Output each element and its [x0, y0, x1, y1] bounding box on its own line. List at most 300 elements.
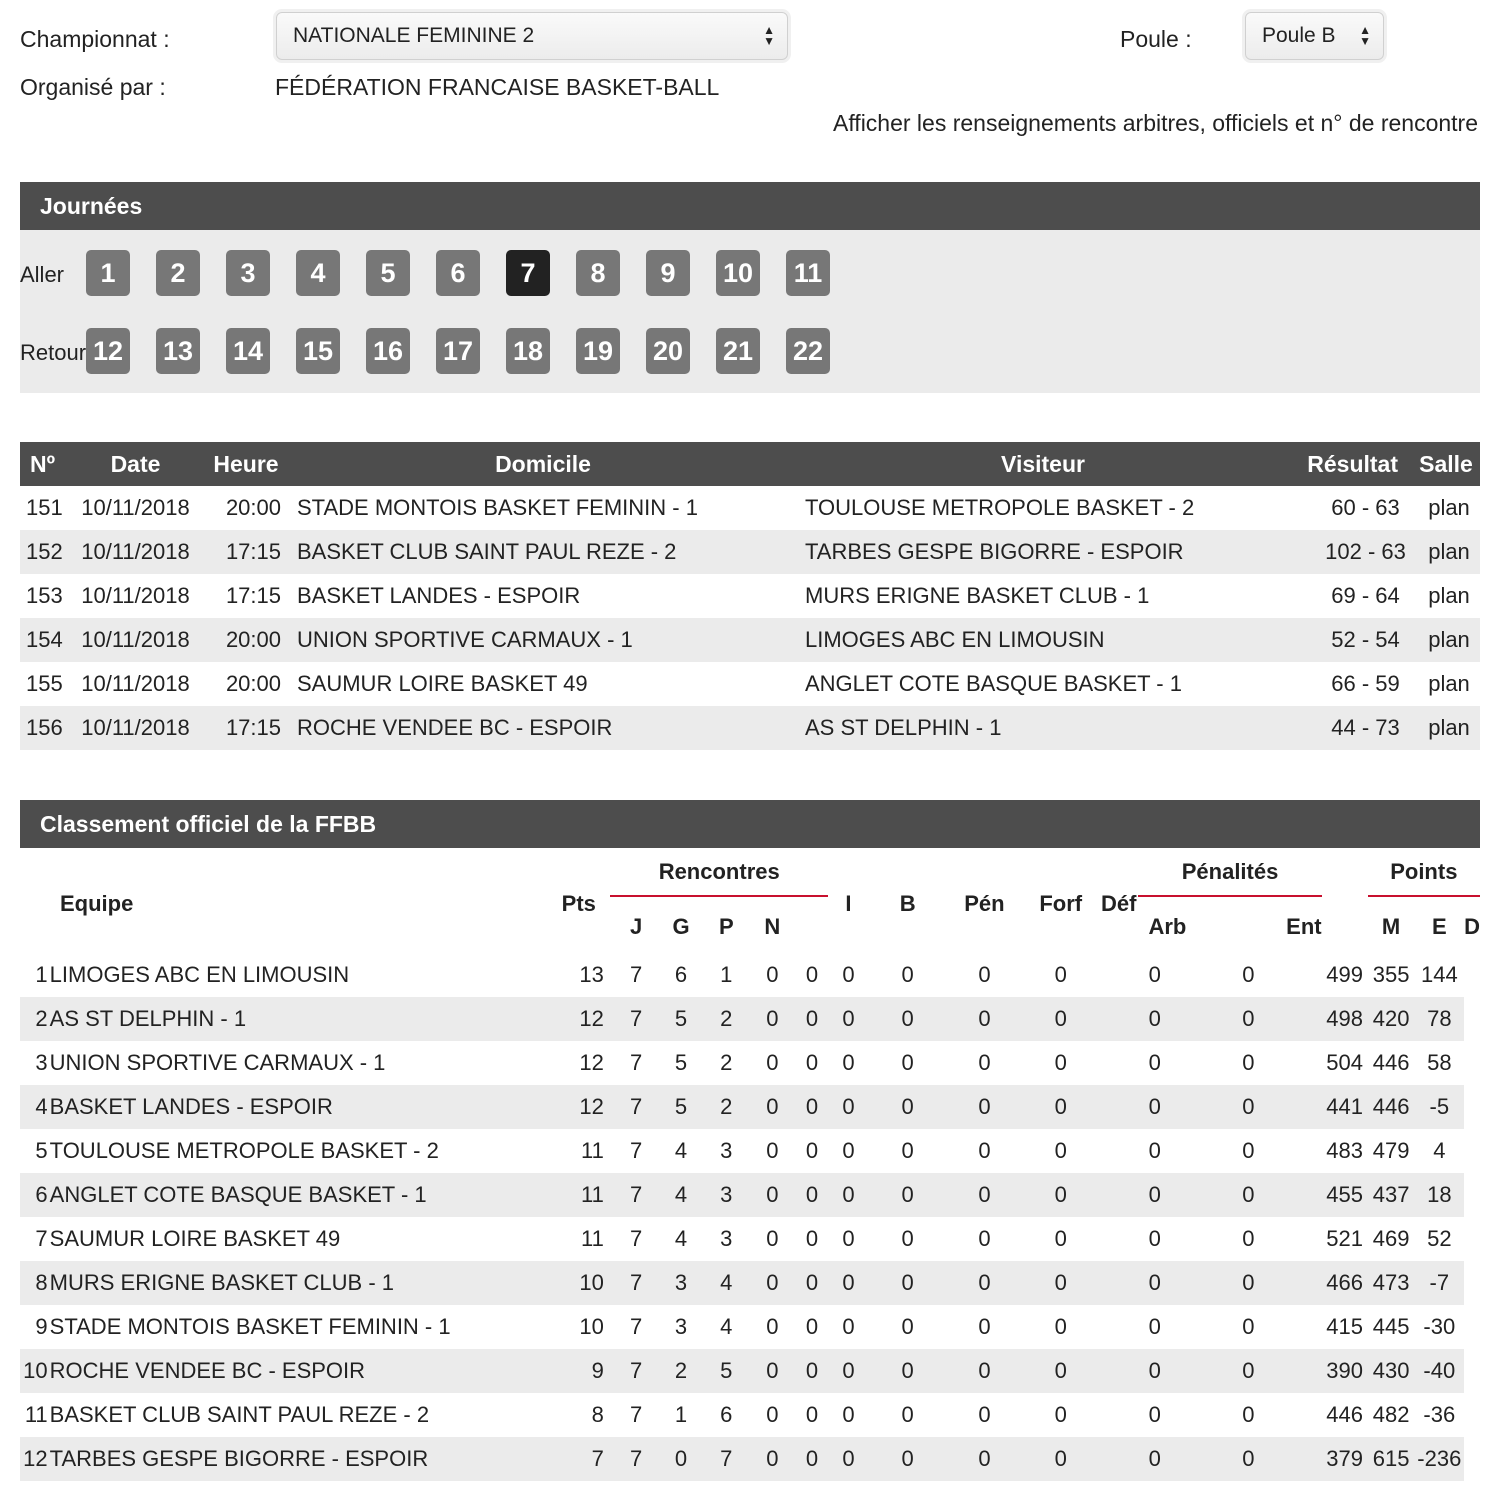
ranking-row	[20, 1261, 1480, 1305]
journee-button-7[interactable]: 7	[506, 250, 550, 296]
rank-e: 615	[1368, 1437, 1415, 1481]
h-pts: Pts	[561, 891, 596, 916]
rank-def: 0	[1023, 1173, 1099, 1217]
rank-p: 4	[720, 1314, 733, 1339]
rank-j: 7	[614, 1349, 659, 1393]
rank-p: 3	[704, 1173, 749, 1217]
col-visiteur: Visiteur	[797, 442, 1289, 486]
rank-g: 5	[658, 1085, 703, 1129]
rank-i: 0	[805, 1226, 819, 1251]
rank-g: 6	[674, 962, 688, 987]
rank-arb: 0	[1099, 1085, 1211, 1129]
rank-b: 0	[842, 1138, 855, 1163]
rank-d: 58	[1427, 1050, 1452, 1075]
rank-n: 0	[766, 962, 779, 987]
rank-ent: 0	[1211, 1261, 1287, 1305]
rank-i: 0	[805, 1050, 819, 1075]
rank-pos: 7	[35, 1226, 48, 1251]
rank-p: 2	[704, 997, 749, 1041]
rank-def: 0	[1023, 1349, 1099, 1393]
rank-e: 479	[1372, 1138, 1410, 1163]
rank-g: 4	[674, 1226, 688, 1251]
ranking-row	[20, 1173, 1480, 1217]
rank-j: 7	[630, 1314, 643, 1339]
rank-def: 0	[1054, 1314, 1067, 1339]
rank-team: SAUMUR LOIRE BASKET 49	[49, 1226, 341, 1251]
rank-m: 446	[1326, 1402, 1363, 1427]
rank-p: 6	[720, 1402, 733, 1427]
rank-pen: 0	[901, 1050, 914, 1075]
rank-j: 7	[614, 1437, 659, 1481]
rank-e: 446	[1368, 1085, 1415, 1129]
rank-g: 4	[658, 1173, 703, 1217]
classement-header: Classement officiel de la FFBB	[20, 800, 1480, 848]
rank-m: 379	[1322, 1437, 1368, 1481]
h-e: E	[1431, 914, 1447, 939]
rank-m: 498	[1322, 997, 1368, 1041]
journee-button-12[interactable]: 12	[86, 328, 130, 374]
rank-n: 0	[766, 1314, 779, 1339]
rank-ent: 0	[1242, 1314, 1255, 1339]
journee-button-22[interactable]: 22	[786, 328, 830, 374]
rank-b: 0	[828, 1085, 869, 1129]
matches-header-row	[20, 442, 1480, 486]
match-salle[interactable]: plan	[1412, 618, 1480, 662]
journee-button-17[interactable]: 17	[436, 328, 480, 374]
rank-p: 7	[704, 1437, 749, 1481]
rank-def: 0	[1054, 1138, 1067, 1163]
rank-e: 445	[1372, 1314, 1410, 1339]
rank-arb: 0	[1099, 1173, 1211, 1217]
spacer-cell	[1286, 1305, 1321, 1349]
h-def: Déf	[1100, 891, 1137, 916]
h-p: P	[718, 914, 734, 939]
rank-def: 0	[1023, 1085, 1099, 1129]
poule-select[interactable]	[1245, 12, 1384, 60]
h-n: N	[764, 914, 781, 939]
rank-ent: 0	[1211, 1437, 1287, 1481]
match-heure: 17:15	[203, 706, 289, 750]
journees-header: Journées	[20, 182, 1480, 230]
rank-e: 446	[1372, 1050, 1410, 1075]
rank-def: 0	[1054, 1402, 1067, 1427]
rank-def: 0	[1054, 962, 1067, 987]
rank-pts: 13	[579, 962, 604, 987]
rank-d: -40	[1415, 1349, 1465, 1393]
rank-arb: 0	[1148, 962, 1161, 987]
rank-pos: 10	[20, 1349, 50, 1393]
rank-team: ANGLET COTE BASQUE BASKET - 1	[50, 1173, 544, 1217]
rank-pts: 9	[544, 1349, 614, 1393]
match-resultat: 52 - 54	[1289, 618, 1412, 662]
rank-d: 4	[1433, 1138, 1446, 1163]
journee-button-5[interactable]: 5	[366, 250, 410, 296]
rank-b: 0	[842, 1314, 855, 1339]
rank-j: 7	[630, 1226, 643, 1251]
rank-ent: 0	[1242, 962, 1255, 987]
rank-d: -30	[1423, 1314, 1456, 1339]
ranking-row	[20, 1393, 1480, 1437]
match-domicile: SAUMUR LOIRE BASKET 49	[297, 671, 588, 696]
match-visiteur: MURS ERIGNE BASKET CLUB - 1	[805, 583, 1150, 608]
journee-button-9[interactable]: 9	[646, 250, 690, 296]
journee-button-18[interactable]: 18	[506, 328, 550, 374]
rank-pen: 0	[901, 1138, 914, 1163]
poule-value: Poule B	[1262, 24, 1336, 47]
rank-p: 3	[720, 1226, 733, 1251]
rank-ent: 0	[1242, 1138, 1255, 1163]
rank-j: 7	[630, 1402, 643, 1427]
rank-pos: 3	[35, 1050, 48, 1075]
journee-button-20[interactable]: 20	[646, 328, 690, 374]
match-no: 154	[20, 618, 68, 662]
match-row	[20, 486, 1480, 530]
rank-pts: 10	[579, 1314, 604, 1339]
ranking-row	[20, 1217, 1480, 1261]
match-heure: 17:15	[225, 583, 281, 608]
championnat-label: Championnat :	[20, 26, 170, 52]
rank-p: 5	[704, 1349, 749, 1393]
spacer-cell	[1286, 1085, 1321, 1129]
match-date: 10/11/2018	[81, 671, 190, 696]
match-visiteur: TARBES GESPE BIGORRE - ESPOIR	[797, 530, 1289, 574]
match-domicile: STADE MONTOIS BASKET FEMININ - 1	[297, 495, 698, 520]
rank-p: 3	[720, 1138, 733, 1163]
journee-button-2[interactable]: 2	[156, 250, 200, 296]
rank-arb: 0	[1099, 1261, 1211, 1305]
rank-d: -7	[1415, 1261, 1465, 1305]
rank-def: 0	[1054, 1226, 1067, 1251]
match-date: 10/11/2018	[68, 706, 203, 750]
rank-pos: 4	[20, 1085, 50, 1129]
col-no: Nº	[20, 442, 68, 486]
journee-button-4[interactable]: 4	[296, 250, 340, 296]
h-m: M	[1381, 914, 1401, 939]
rank-pts: 7	[544, 1437, 614, 1481]
rank-ent: 0	[1242, 1402, 1255, 1427]
select-arrows-icon: ▲ ▼	[763, 23, 775, 48]
poule-label: Poule :	[1120, 26, 1192, 52]
rank-forf: 0	[978, 1402, 991, 1427]
rank-b: 0	[828, 1349, 869, 1393]
rank-pts: 11	[544, 1173, 614, 1217]
rank-m: 504	[1326, 1050, 1363, 1075]
spacer-cell	[1286, 1437, 1321, 1481]
match-row	[20, 706, 1480, 750]
rank-forf: 0	[946, 1349, 1022, 1393]
rank-def: 0	[1023, 997, 1099, 1041]
match-no: 153	[26, 583, 63, 608]
ranking-row	[20, 1129, 1480, 1173]
match-domicile: ROCHE VENDEE BC - ESPOIR	[289, 706, 797, 750]
match-visiteur: TOULOUSE METROPOLE BASKET - 2	[805, 495, 1195, 520]
rank-i: 0	[805, 1138, 819, 1163]
rank-p: 2	[720, 1050, 733, 1075]
rank-pos: 1	[35, 962, 48, 987]
journee-button-6[interactable]: 6	[436, 250, 480, 296]
h-d: D	[1464, 914, 1480, 939]
rank-g: 3	[674, 1314, 688, 1339]
match-date: 10/11/2018	[81, 495, 190, 520]
rank-d: 18	[1415, 1173, 1465, 1217]
rank-pos: 12	[20, 1437, 50, 1481]
rank-def: 0	[1023, 1261, 1099, 1305]
rank-forf: 0	[978, 1226, 991, 1251]
rank-n: 0	[749, 1261, 796, 1305]
rank-team: STADE MONTOIS BASKET FEMININ - 1	[49, 1314, 451, 1339]
match-resultat: 44 - 73	[1289, 706, 1412, 750]
ranking-row	[20, 1085, 1480, 1129]
rank-forf: 0	[946, 1261, 1022, 1305]
h-arb: Arb	[1148, 914, 1187, 939]
journee-button-16[interactable]: 16	[366, 328, 410, 374]
rank-pos: 11	[24, 1402, 48, 1427]
rank-ent: 0	[1211, 997, 1287, 1041]
rank-def: 0	[1054, 1050, 1067, 1075]
col-resultat: Résultat	[1289, 442, 1412, 486]
rank-pen: 0	[901, 1314, 914, 1339]
match-visiteur: ANGLET COTE BASQUE BASKET - 1	[805, 671, 1182, 696]
match-salle[interactable]: plan	[1428, 495, 1470, 520]
rank-pts: 10	[544, 1261, 614, 1305]
ranking-row	[20, 1437, 1480, 1481]
rank-d: 52	[1427, 1226, 1452, 1251]
h-equipe: Equipe	[60, 891, 134, 916]
ranking-row	[20, 997, 1480, 1041]
rank-i: 0	[796, 1085, 828, 1129]
match-visiteur: AS ST DELPHIN - 1	[797, 706, 1289, 750]
aller-label: Aller	[20, 262, 65, 287]
rank-m: 499	[1326, 962, 1363, 987]
rank-n: 0	[766, 1226, 779, 1251]
spacer-cell	[1286, 997, 1321, 1041]
retour-label: Retour	[20, 340, 87, 365]
match-salle[interactable]: plan	[1412, 530, 1480, 574]
rank-e: 430	[1368, 1349, 1415, 1393]
rank-p: 4	[704, 1261, 749, 1305]
rank-pen: 0	[901, 1402, 914, 1427]
rank-pen: 0	[869, 1349, 946, 1393]
rank-pos: 8	[20, 1261, 50, 1305]
rank-j: 7	[630, 962, 643, 987]
spacer-cell	[1286, 1173, 1321, 1217]
spacer-cell	[1286, 1393, 1321, 1437]
rank-arb: 0	[1148, 1138, 1161, 1163]
rank-i: 0	[796, 997, 828, 1041]
rank-team: LIMOGES ABC EN LIMOUSIN	[49, 962, 350, 987]
rank-j: 7	[614, 1085, 659, 1129]
rank-i: 0	[805, 962, 819, 987]
rank-g: 5	[658, 997, 703, 1041]
rank-j: 7	[614, 1261, 659, 1305]
rank-ent: 0	[1211, 1085, 1287, 1129]
journee-button-15[interactable]: 15	[296, 328, 340, 374]
rank-i: 0	[796, 1173, 828, 1217]
rank-e: 482	[1372, 1402, 1410, 1427]
rank-d: 144	[1420, 962, 1458, 987]
rank-j: 7	[614, 1173, 659, 1217]
rank-ent: 0	[1211, 1349, 1287, 1393]
rank-pts: 11	[581, 1226, 604, 1251]
match-date: 10/11/2018	[68, 618, 203, 662]
rank-def: 0	[1023, 1437, 1099, 1481]
rank-b: 0	[842, 1226, 855, 1251]
rank-p: 2	[704, 1085, 749, 1129]
spacer-cell	[1286, 953, 1321, 997]
spacer-cell	[1286, 1261, 1321, 1305]
select-arrows-icon: ▲ ▼	[1359, 23, 1371, 48]
rank-i: 0	[796, 1437, 828, 1481]
rank-g: 4	[674, 1138, 688, 1163]
journee-button-14[interactable]: 14	[226, 328, 270, 374]
rank-m: 521	[1326, 1226, 1363, 1251]
classement-table	[20, 855, 1480, 1481]
rank-m: 483	[1326, 1138, 1363, 1163]
journee-button-1[interactable]: 1	[86, 250, 130, 296]
rank-pos: 9	[35, 1314, 48, 1339]
rank-forf: 0	[978, 962, 991, 987]
spacer-cell	[1286, 1129, 1321, 1173]
rank-j: 7	[630, 1050, 643, 1075]
match-salle[interactable]: plan	[1428, 583, 1470, 608]
rank-forf: 0	[946, 1085, 1022, 1129]
ranking-row	[20, 1349, 1480, 1393]
match-salle[interactable]: plan	[1428, 671, 1470, 696]
ranking-row	[20, 1041, 1480, 1085]
rank-m: 441	[1322, 1085, 1368, 1129]
match-resultat: 102 - 63	[1289, 530, 1412, 574]
rank-m: 415	[1326, 1314, 1363, 1339]
rank-e: 469	[1372, 1226, 1410, 1251]
rank-team: UNION SPORTIVE CARMAUX - 1	[49, 1050, 386, 1075]
match-row	[20, 618, 1480, 662]
rank-i: 0	[805, 1314, 819, 1339]
organise-label: Organisé par :	[20, 74, 166, 100]
rank-forf: 0	[978, 1050, 991, 1075]
h-j: J	[630, 914, 643, 939]
h-i: I	[845, 891, 852, 916]
rank-arb: 0	[1148, 1226, 1161, 1251]
rank-ent: 0	[1211, 1173, 1287, 1217]
match-domicile: BASKET LANDES - ESPOIR	[297, 583, 581, 608]
rank-ent: 0	[1242, 1226, 1255, 1251]
ranking-row	[20, 1305, 1480, 1349]
match-no: 151	[26, 495, 63, 520]
h-penalites: Pénalités	[1138, 859, 1321, 897]
match-date: 10/11/2018	[68, 530, 203, 574]
match-date: 10/11/2018	[81, 583, 190, 608]
rank-arb: 0	[1099, 997, 1211, 1041]
h-ent: Ent	[1286, 914, 1322, 939]
rank-n: 0	[766, 1050, 779, 1075]
match-heure: 20:00	[203, 618, 289, 662]
classement-header-row-1	[20, 855, 1480, 901]
rank-d: -236	[1415, 1437, 1465, 1481]
rank-m: 455	[1322, 1173, 1368, 1217]
journee-button-11[interactable]: 11	[786, 250, 830, 296]
h-rencontres: Rencontres	[610, 859, 828, 897]
h-forf: Forf	[1039, 891, 1083, 916]
rank-pos: 6	[20, 1173, 50, 1217]
journee-button-13[interactable]: 13	[156, 328, 200, 374]
rank-ent: 0	[1242, 1050, 1255, 1075]
rank-pts: 12	[579, 1050, 604, 1075]
rank-pen: 0	[869, 1261, 946, 1305]
col-domicile: Domicile	[289, 442, 797, 486]
championnat-value: NATIONALE FEMININE 2	[293, 24, 535, 47]
rank-i: 0	[796, 1261, 828, 1305]
rank-team: ROCHE VENDEE BC - ESPOIR	[50, 1349, 544, 1393]
journee-button-3[interactable]: 3	[226, 250, 270, 296]
rank-n: 0	[749, 997, 796, 1041]
rank-e: 420	[1368, 997, 1415, 1041]
championnat-select[interactable]	[276, 12, 788, 60]
rank-team: BASKET LANDES - ESPOIR	[50, 1085, 544, 1129]
rank-n: 0	[749, 1349, 796, 1393]
rank-team: MURS ERIGNE BASKET CLUB - 1	[50, 1261, 544, 1305]
rank-n: 0	[749, 1085, 796, 1129]
rank-pen: 0	[869, 997, 946, 1041]
rank-arb: 0	[1099, 1349, 1211, 1393]
rank-d: -5	[1415, 1085, 1465, 1129]
rank-pos: 5	[35, 1138, 48, 1163]
rank-pos: 2	[20, 997, 50, 1041]
h-g: G	[672, 914, 690, 939]
journee-button-8[interactable]: 8	[576, 250, 620, 296]
match-row	[20, 662, 1480, 706]
rank-forf: 0	[978, 1138, 991, 1163]
rank-pen: 0	[901, 1226, 914, 1251]
rank-d: 78	[1415, 997, 1465, 1041]
rank-forf: 0	[946, 1173, 1022, 1217]
rank-n: 0	[749, 1173, 796, 1217]
matches-table	[20, 442, 1480, 750]
rank-b: 0	[828, 997, 869, 1041]
rank-team: TARBES GESPE BIGORRE - ESPOIR	[50, 1437, 544, 1481]
journee-button-21[interactable]: 21	[716, 328, 760, 374]
rank-n: 0	[766, 1402, 779, 1427]
spacer-cell	[1286, 1349, 1321, 1393]
rank-forf: 0	[946, 997, 1022, 1041]
spacer-cell	[1286, 1041, 1321, 1085]
h-points: Points	[1368, 859, 1480, 897]
rank-b: 0	[842, 1402, 855, 1427]
h-b: B	[899, 891, 916, 916]
rank-e: 355	[1372, 962, 1410, 987]
match-salle[interactable]: plan	[1412, 706, 1480, 750]
journee-button-19[interactable]: 19	[576, 328, 620, 374]
rank-team: TOULOUSE METROPOLE BASKET - 2	[49, 1138, 439, 1163]
rank-pen: 0	[869, 1085, 946, 1129]
match-visiteur: LIMOGES ABC EN LIMOUSIN	[797, 618, 1289, 662]
rank-arb: 0	[1148, 1050, 1161, 1075]
col-date: Date	[68, 442, 203, 486]
match-no: 155	[26, 671, 63, 696]
rank-b: 0	[828, 1437, 869, 1481]
afficher-link[interactable]: Afficher les renseignements arbitres, officiels et n° de rencontre	[832, 110, 1478, 136]
journees-panel	[20, 230, 1480, 393]
rank-pts: 12	[544, 997, 614, 1041]
rank-forf: 0	[946, 1437, 1022, 1481]
rank-pts: 12	[544, 1085, 614, 1129]
rank-j: 7	[630, 1138, 643, 1163]
match-resultat: 60 - 63	[1331, 495, 1400, 520]
rank-j: 7	[614, 997, 659, 1041]
rank-e: 473	[1368, 1261, 1415, 1305]
rank-g: 0	[658, 1437, 703, 1481]
rank-m: 390	[1322, 1349, 1368, 1393]
journee-button-10[interactable]: 10	[716, 250, 760, 296]
